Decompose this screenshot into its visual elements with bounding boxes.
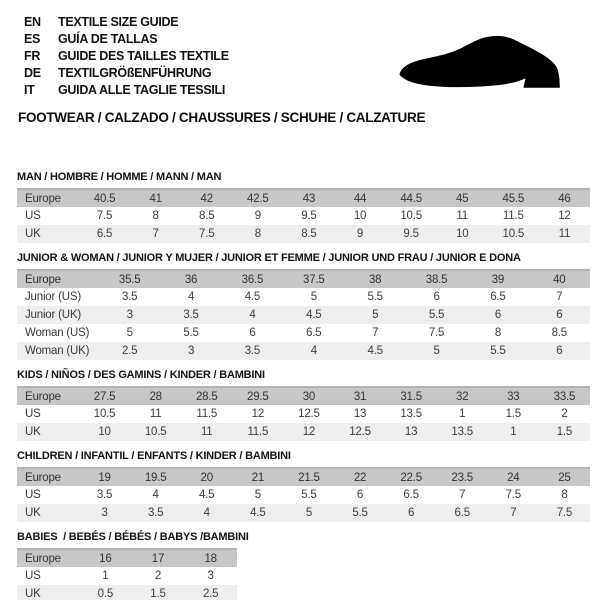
- size-cell: 6: [249, 327, 256, 339]
- size-cell: 13.5: [451, 426, 473, 438]
- section-kids: [17, 369, 590, 441]
- row-label: Europe: [25, 192, 61, 205]
- size-cell: 8: [254, 228, 261, 240]
- section-children: [17, 450, 590, 522]
- size-header-row: [17, 549, 237, 567]
- size-cell: 31.5: [400, 390, 422, 403]
- dress-shoe-icon: [398, 28, 570, 96]
- language-row-de: [24, 64, 229, 81]
- size-row: [17, 324, 590, 342]
- size-cell: 8.5: [199, 210, 215, 222]
- size-cell: 2: [154, 570, 162, 582]
- size-cell: 18: [204, 552, 217, 565]
- row-label: US: [25, 210, 41, 222]
- size-row: [17, 423, 590, 441]
- size-cell: 6: [556, 345, 563, 357]
- size-cell: 5: [433, 345, 440, 357]
- size-cell: 7.5: [505, 489, 521, 501]
- size-cell: 5.5: [490, 345, 506, 357]
- size-cell: 16: [99, 552, 112, 565]
- size-cell: 7: [556, 291, 563, 303]
- language-header: [24, 13, 229, 98]
- size-cell: 10: [456, 228, 469, 240]
- size-cell: 39: [491, 273, 505, 286]
- size-cell: 3.5: [244, 345, 261, 357]
- size-cell: 10.5: [93, 408, 116, 420]
- category-title: FOOTWEAR / CALZADO / CHAUSSURES / SCHUHE / CALZATURE: [18, 110, 426, 125]
- size-cell: 33.5: [553, 390, 576, 403]
- size-cell: 33: [507, 390, 520, 403]
- size-cell: 21: [251, 471, 265, 484]
- size-cell: 19: [98, 471, 111, 484]
- size-cell: 2: [561, 408, 568, 420]
- size-cell: 5: [310, 291, 317, 303]
- size-cell: 24: [507, 471, 520, 484]
- size-cell: 44: [353, 192, 367, 205]
- language-row-it: [24, 81, 229, 98]
- size-cell: 11.5: [502, 210, 524, 222]
- size-cell: 6: [356, 489, 364, 501]
- size-cell: 10: [353, 210, 367, 222]
- size-header-row: [17, 468, 590, 486]
- size-cell: 45: [456, 192, 469, 205]
- size-tables: [17, 171, 590, 600]
- language-code: ES: [24, 31, 41, 46]
- row-label: UK: [25, 588, 41, 600]
- section-junior-woman: [17, 252, 590, 360]
- size-cell: 36: [184, 273, 198, 286]
- size-cell: 7: [372, 327, 379, 339]
- size-cell: 6: [408, 507, 415, 519]
- size-cell: 1.5: [556, 426, 573, 438]
- section-man: [17, 171, 590, 243]
- size-cell: 3: [187, 345, 195, 357]
- language-code: EN: [24, 14, 41, 29]
- size-cell: 7: [510, 507, 517, 519]
- size-cell: 13: [404, 426, 418, 438]
- language-label: TEXTILE SIZE GUIDE: [58, 14, 179, 29]
- size-cell: 4: [203, 507, 210, 519]
- size-cell: 6.5: [96, 228, 113, 240]
- row-label: US: [25, 489, 41, 501]
- size-cell: 20: [200, 471, 213, 484]
- size-cell: 7.5: [556, 507, 573, 519]
- size-cell: 13.5: [400, 408, 422, 420]
- language-row-en: [24, 13, 229, 30]
- row-label: Woman (US): [25, 327, 90, 339]
- size-cell: 3.5: [183, 309, 199, 321]
- size-cell: 42.5: [247, 192, 269, 205]
- row-label: Europe: [25, 273, 61, 286]
- row-label: UK: [25, 228, 41, 240]
- section-babies: [17, 531, 590, 600]
- size-cell: 11.5: [247, 426, 269, 438]
- size-cell: 45.5: [502, 192, 525, 205]
- size-cell: 11: [200, 426, 213, 438]
- size-cell: 7: [459, 489, 466, 501]
- size-cell: 5: [305, 507, 313, 519]
- size-cell: 44.5: [400, 192, 422, 205]
- size-cell: 9.5: [301, 210, 317, 222]
- size-cell: 30: [302, 390, 316, 403]
- row-label: Europe: [25, 471, 61, 484]
- size-cell: 35.5: [118, 273, 141, 286]
- size-cell: 8: [152, 210, 159, 222]
- section-title: MAN / HOMBRE / HOMME / MANN / MAN: [17, 171, 222, 183]
- language-label: GUIDA ALLE TAGLIE TESSILI: [58, 82, 226, 97]
- row-label: Europe: [25, 390, 61, 403]
- junior-woman-size-table: [17, 269, 590, 360]
- size-cell: 4.5: [367, 345, 383, 357]
- language-label: GUIDE DES TAILLES TEXTILE: [58, 48, 229, 63]
- language-code: FR: [24, 48, 41, 63]
- size-cell: 12: [302, 426, 316, 438]
- language-label: TEXTILGRÖßENFÜHRUNG: [58, 65, 212, 80]
- size-cell: 27.5: [93, 390, 116, 403]
- size-cell: 6.5: [306, 327, 322, 339]
- size-cell: 3: [126, 309, 133, 321]
- size-cell: 7.5: [199, 228, 215, 240]
- size-cell: 11: [456, 210, 468, 222]
- size-cell: 3.5: [96, 489, 113, 501]
- size-cell: 7.5: [428, 327, 445, 339]
- size-cell: 28: [149, 390, 162, 403]
- size-cell: 1.5: [150, 588, 166, 600]
- language-row-es: [24, 30, 229, 47]
- size-cell: 1: [510, 426, 517, 438]
- size-cell: 3: [101, 507, 108, 519]
- size-cell: 12: [251, 408, 265, 420]
- size-cell: 8.5: [551, 327, 567, 339]
- row-label: UK: [25, 507, 41, 519]
- size-cell: 10.5: [144, 426, 167, 438]
- size-row: [17, 306, 590, 324]
- size-cell: 4: [310, 345, 317, 357]
- size-cell: 4.5: [199, 489, 215, 501]
- section-title: KIDS / NIÑOS / DES GAMINS / KINDER / BAMBINI: [17, 369, 265, 381]
- size-cell: 7: [152, 228, 159, 240]
- size-cell: 37.5: [303, 273, 325, 286]
- size-cell: 5: [372, 309, 379, 321]
- babies-size-table: [17, 548, 237, 600]
- size-cell: 46: [558, 192, 571, 205]
- size-cell: 2.5: [202, 588, 219, 600]
- size-cell: 4: [249, 309, 256, 321]
- size-cell: 1: [102, 570, 109, 582]
- size-cell: 11: [558, 228, 571, 240]
- size-cell: 25: [558, 471, 571, 484]
- size-row: [17, 207, 590, 225]
- size-cell: 9.5: [403, 228, 419, 240]
- size-cell: 4.5: [306, 309, 322, 321]
- size-row: [17, 405, 590, 423]
- row-label: Junior (UK): [25, 309, 81, 321]
- section-title: BABIES / BEBÉS / BÉBÉS / BABYS /BAMBINI: [17, 531, 249, 543]
- size-cell: 12: [558, 210, 571, 222]
- size-cell: 5.5: [301, 489, 317, 501]
- row-label: Junior (US): [25, 291, 81, 303]
- size-cell: 0.5: [97, 588, 114, 600]
- size-cell: 28.5: [195, 390, 218, 403]
- size-cell: 6.5: [403, 489, 419, 501]
- size-cell: 10: [98, 426, 111, 438]
- size-cell: 12.5: [298, 408, 320, 420]
- size-cell: 6.5: [490, 291, 506, 303]
- size-cell: 3: [207, 570, 214, 582]
- size-cell: 13: [353, 408, 367, 420]
- size-cell: 4.5: [244, 291, 261, 303]
- size-cell: 6: [494, 309, 502, 321]
- size-cell: 2.5: [121, 345, 138, 357]
- size-row: [17, 585, 237, 600]
- size-cell: 22: [353, 471, 367, 484]
- man-size-table: [17, 188, 590, 243]
- size-cell: 5: [126, 327, 133, 339]
- size-cell: 7.5: [96, 210, 113, 222]
- size-cell: 10.5: [400, 210, 422, 222]
- size-cell: 32: [456, 390, 469, 403]
- size-header-row: [17, 270, 590, 288]
- row-label: UK: [25, 426, 41, 438]
- language-code: DE: [24, 65, 41, 80]
- size-cell: 6: [433, 291, 440, 303]
- size-cell: 6: [556, 309, 563, 321]
- size-cell: 40: [553, 273, 566, 286]
- size-cell: 11.5: [196, 408, 218, 420]
- size-cell: 36.5: [241, 273, 264, 286]
- row-label: US: [25, 570, 41, 582]
- size-cell: 23.5: [451, 471, 473, 484]
- size-cell: 17: [151, 552, 165, 565]
- size-cell: 38.5: [425, 273, 448, 286]
- size-cell: 42: [200, 192, 213, 205]
- section-title: JUNIOR & WOMAN / JUNIOR Y MUJER / JUNIOR ET FEMME / JUNIOR UND FRAU / JUNIOR E DONA: [17, 252, 521, 264]
- size-cell: 1: [459, 408, 466, 420]
- size-row: [17, 288, 590, 306]
- size-cell: 5.5: [428, 309, 445, 321]
- size-cell: 10.5: [502, 228, 525, 240]
- size-cell: 21.5: [298, 471, 320, 484]
- size-cell: 9: [356, 228, 364, 240]
- size-cell: 8: [561, 489, 568, 501]
- size-cell: 4.5: [250, 507, 266, 519]
- size-cell: 41: [149, 192, 162, 205]
- size-cell: 3.5: [121, 291, 138, 303]
- size-cell: 5: [254, 489, 261, 501]
- size-row: [17, 486, 590, 504]
- section-title: CHILDREN / INFANTIL / ENFANTS / KINDER / BAMBINI: [17, 450, 291, 462]
- size-row: [17, 342, 590, 360]
- size-header-row: [17, 189, 590, 207]
- size-cell: 31: [353, 390, 367, 403]
- size-cell: 4: [152, 489, 159, 501]
- size-cell: 5.5: [367, 291, 383, 303]
- size-cell: 6.5: [454, 507, 470, 519]
- row-label: US: [25, 408, 41, 420]
- size-cell: 1.5: [505, 408, 521, 420]
- size-cell: 38: [368, 273, 382, 286]
- language-label: GUÍA DE TALLAS: [58, 31, 158, 46]
- size-row: [17, 504, 590, 522]
- size-cell: 3.5: [147, 507, 164, 519]
- size-cell: 12.5: [349, 426, 371, 438]
- size-cell: 11: [149, 408, 162, 420]
- row-label: Woman (UK): [25, 345, 90, 357]
- size-cell: 22.5: [400, 471, 422, 484]
- language-code: IT: [24, 82, 35, 97]
- size-cell: 43: [302, 192, 316, 205]
- size-cell: 9: [254, 210, 261, 222]
- size-cell: 4: [187, 291, 195, 303]
- size-row: [17, 225, 590, 243]
- size-cell: 5.5: [352, 507, 368, 519]
- row-label: Europe: [25, 552, 61, 565]
- size-row: [17, 567, 237, 585]
- kids-size-table: [17, 386, 590, 441]
- size-cell: 8: [494, 327, 502, 339]
- size-cell: 5.5: [183, 327, 199, 339]
- size-cell: 29.5: [247, 390, 269, 403]
- children-size-table: [17, 467, 590, 522]
- size-cell: 8.5: [301, 228, 317, 240]
- language-row-fr: [24, 47, 229, 64]
- size-cell: 19.5: [144, 471, 167, 484]
- size-cell: 40.5: [93, 192, 116, 205]
- size-header-row: [17, 387, 590, 405]
